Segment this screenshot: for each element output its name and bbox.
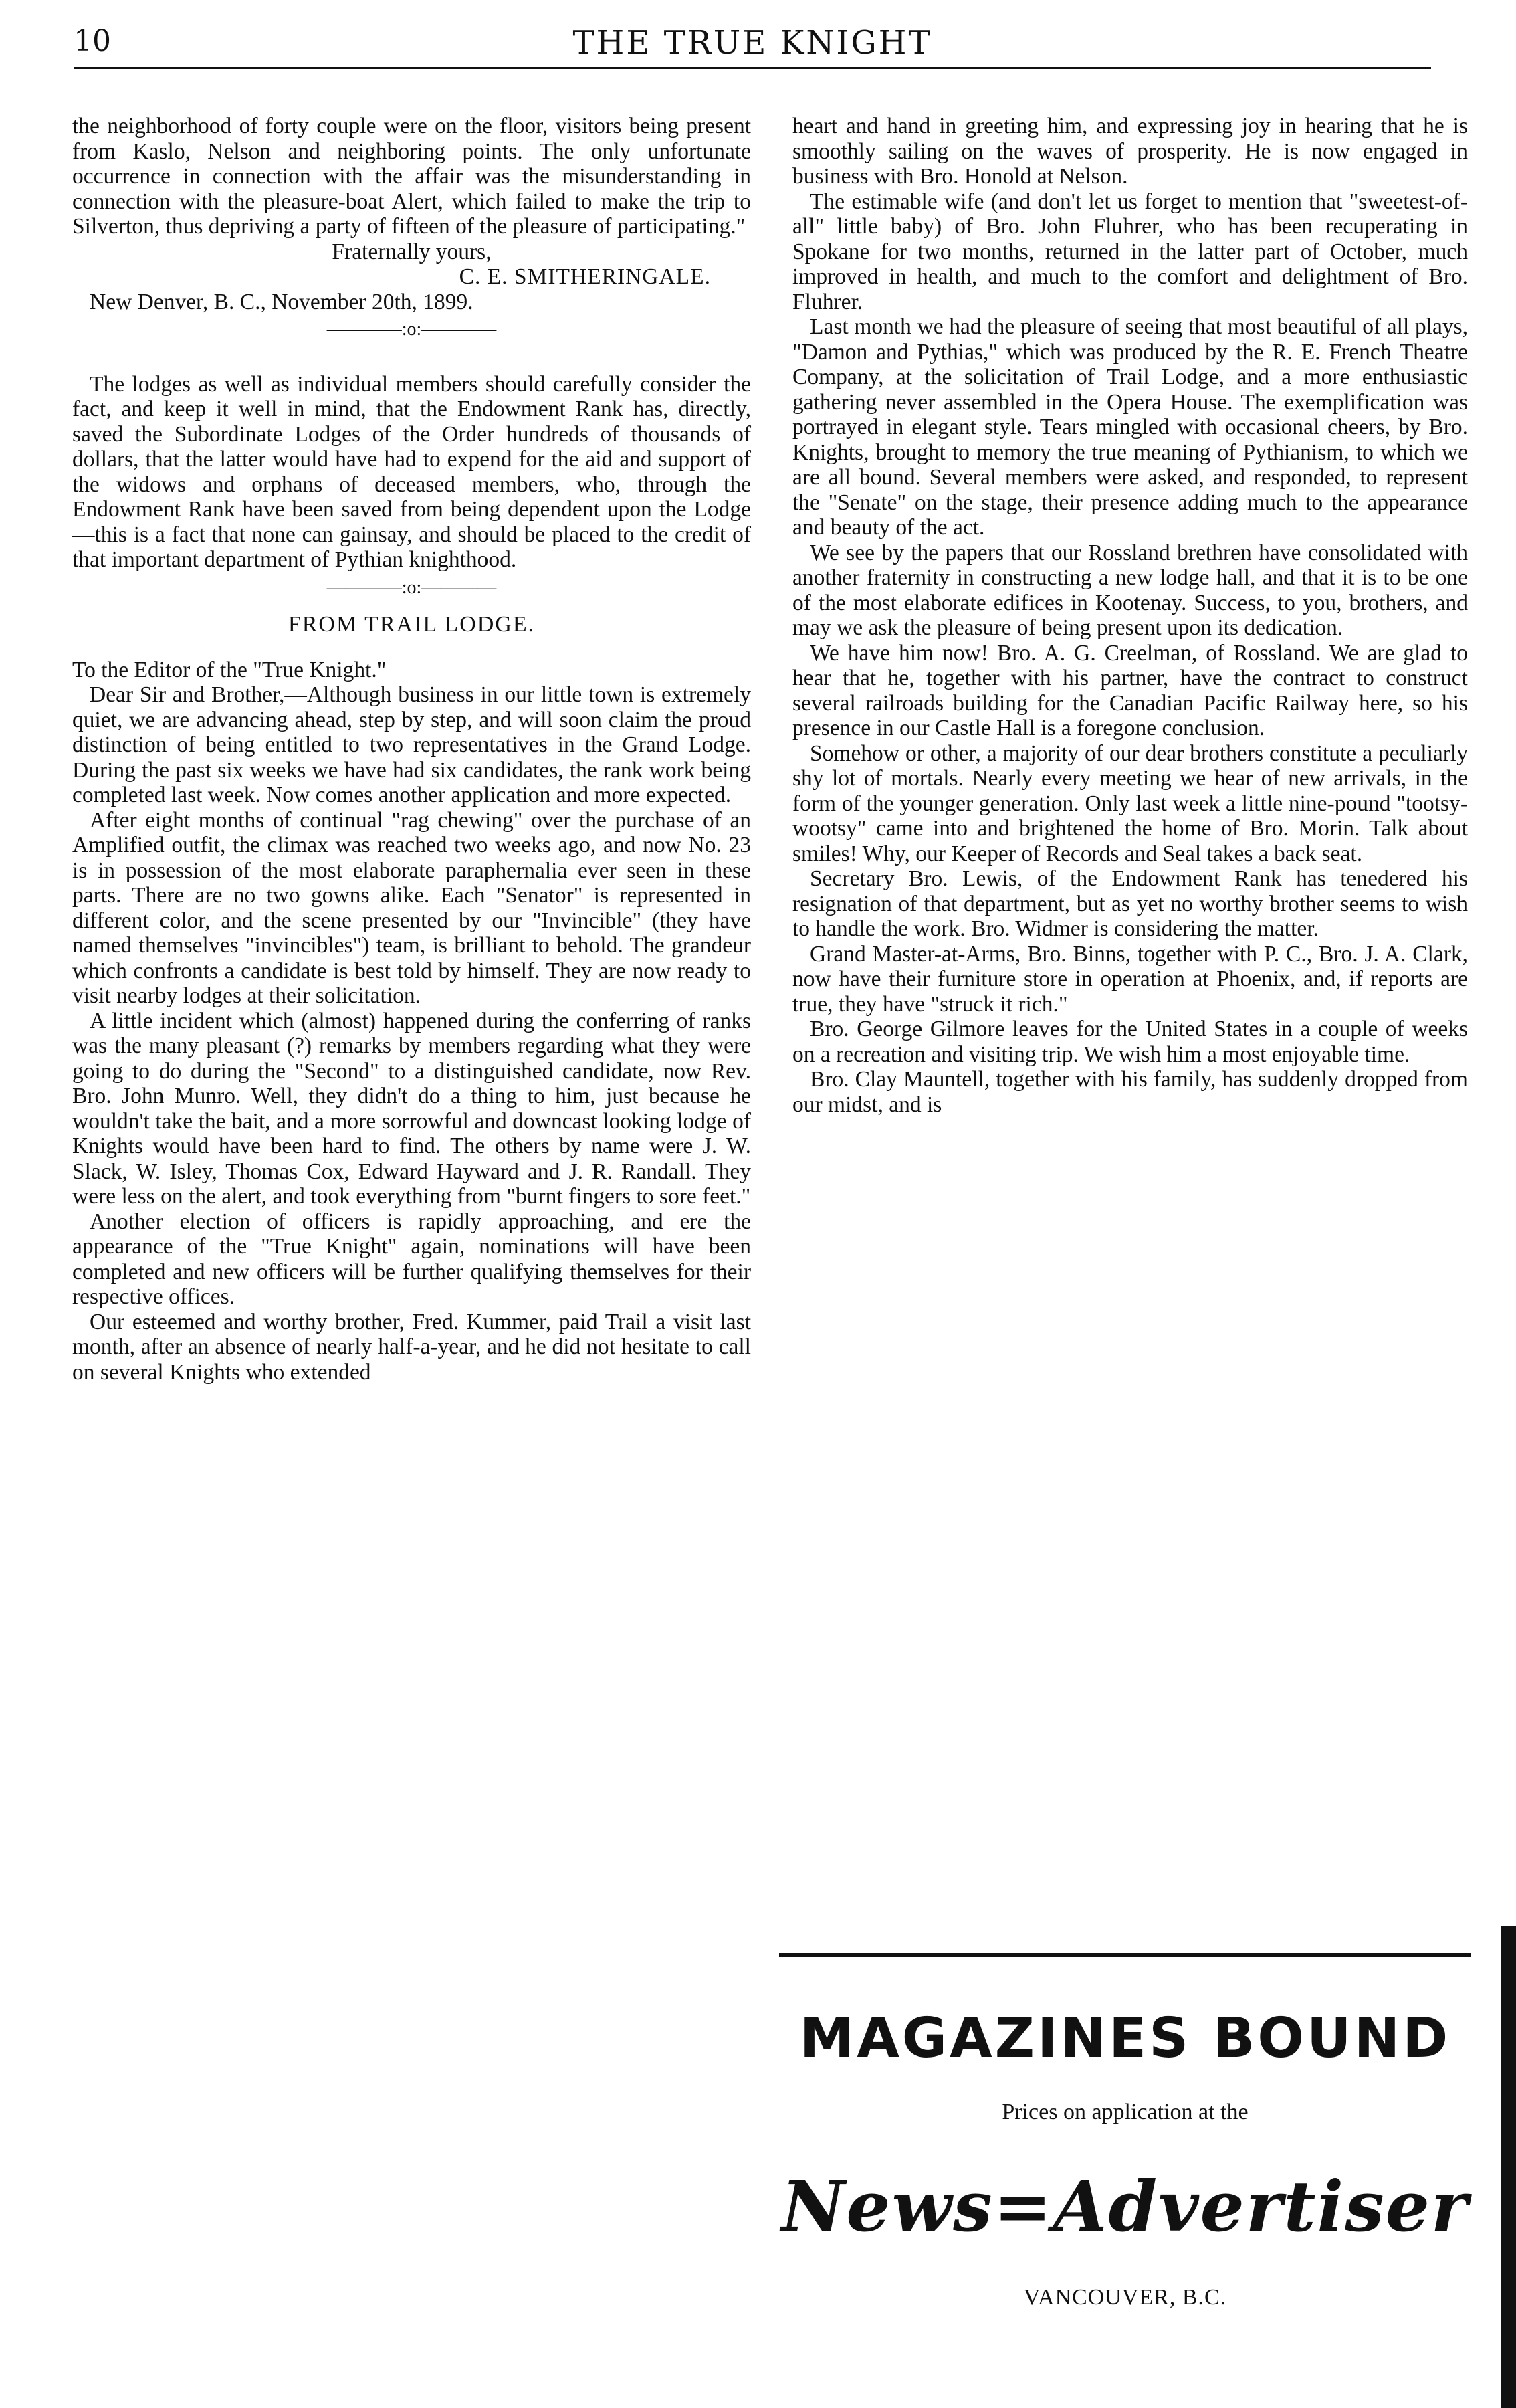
running-title: THE TRUE KNIGHT <box>572 24 932 62</box>
left-column <box>72 114 751 1385</box>
ad-brand: News=Advertiser <box>781 2165 1469 2247</box>
paragraph: The lodges as well as individual members should carefully consider the fact, and keep it well in mind, that the Endowment Rank has, directly, saved the Subordinate Lodges of the Order hundreds of thousands of dollars, that the latter would have had to expend for the aid and support of the widows and orphans of deceased members, who, through the Endowment Rank have been saved from being dependent upon the Lodge—this is a fact that none can gainsay, and should be placed to the credit of that important department of Pythian knighthood. <box>72 371 751 572</box>
paragraph: heart and hand in greeting him, and expressing joy in hearing that he is smoothly sailing on the waves of prosperity. He is now engaged in business with Bro. Honold at Nelson. <box>792 114 1468 189</box>
spacer <box>72 355 751 372</box>
section-divider: ————:o:———— <box>326 577 497 598</box>
paragraph: Bro. Clay Mauntell, together with his family, has suddenly dropped from our midst, and is <box>792 1067 1468 1117</box>
paragraph: Our esteemed and worthy brother, Fred. Kummer, paid Trail a visit last month, after an absence of nearly half-a-year, and he did not hesitate to call on several Knights who extended <box>72 1309 751 1385</box>
paragraph: Somehow or other, a majority of our dear brothers constitute a peculiarly shy lot of mortals. Nearly every meeting we hear of new arrivals, in the form of the younger generation. Only last week a little nine-pound "tootsy-wootsy" came into and brightened the home of Bro. Morin. Talk about smiles! Why, our Keeper of Records and Seal takes a back seat. <box>792 740 1468 866</box>
ad-city: VANCOUVER, B.C. <box>1023 2285 1227 2310</box>
ad-title: MAGAZINES BOUND <box>799 2007 1451 2070</box>
article-heading: FROM TRAIL LODGE. <box>288 612 536 637</box>
paragraph: Grand Master-at-Arms, Bro. Binns, together with P. C., Bro. J. A. Clark, now have their furniture store in operation at Phoenix, and, if reports are true, they have "struck it rich." <box>792 941 1468 1017</box>
paragraph: After eight months of continual "rag chewing" over the purchase of an Amplified outfit, the climax was reached two weeks ago, and now No. 23 is in possession of the most elaborate paraphernalia ever seen in these parts. There are no two gowns alike. Each "Senator" is represented in different color, and the scene presented by our "Invincible" (they have named themselves "invincibles") team, is brilliant to behold. The grandeur which confronts a candidate is best told by himself. They are now ready to visit nearby lodges at their solicitation. <box>72 807 751 1008</box>
dateline: New Denver, B. C., November 20th, 1899. <box>90 289 473 314</box>
section-divider: ————:o:———— <box>326 319 497 340</box>
paragraph: Bro. George Gilmore leaves for the United States in a couple of weeks on a recreation and visiting trip. We wish him a most enjoyable time. <box>792 1017 1468 1067</box>
salutation: To the Editor of the "True Knight." <box>72 657 387 682</box>
paragraph: Last month we had the pleasure of seeing that most beautiful of all plays, "Damon and Pythias," which was produced by the R. E. French Theatre Company, at the solicitation of Trail Lodge, and a more enthusiastic gathering never assembled in the Opera House. The exemplification was portrayed in elegant style. Tears mingled with occasional cheers, by Bro. Knights, brought to memory the true meaning of Pythianism, to which we are all bound. Several members were asked, and responded, to represent the "Senate" on the stage, their presence adding much to the appearance and beauty of the act. <box>792 314 1468 540</box>
paragraph: Dear Sir and Brother,—Although business in our little town is extremely quiet, we are advancing ahead, step by step, and will soon claim the proud distinction of being entitled to two representatives in the Grand Lodge. During the past six weeks we have had six candidates, the rank work being completed last week. Now comes another application and more expected. <box>72 682 751 807</box>
signature: C. E. SMITHERINGALE. <box>459 264 711 289</box>
paragraph: The estimable wife (and don't let us forget to mention that "sweetest-of-all" little baby) of Bro. John Fluhrer, who has been recuperating in Spokane for two months, returned in the latter part of October, much improved in health, and much to the comfort and delightment of Bro. Fluhrer. <box>792 189 1468 314</box>
ad-subtitle: Prices on application at the <box>1002 2100 1249 2124</box>
paragraph: Secretary Bro. Lewis, of the Endowment Rank has tenedered his resignation of that department, but as yet no worthy brother seems to wish to handle the work. Bro. Widmer is considering the matter. <box>792 866 1468 941</box>
letter-closing: Fraternally yours, <box>332 239 492 264</box>
paragraph: We see by the papers that our Rossland brethren have consolidated with another fraternity in constructing a new lodge hall, and that it is to be one of the most elaborate edifices in Kootenay. Success, to you, brothers, and may we ask the pleasure of being present upon its dedication. <box>792 540 1468 640</box>
paragraph: Another election of officers is rapidly approaching, and ere the appearance of the "True Knight" again, nominations will have been completed and new officers will be further qualifying themselves for their respective offices. <box>72 1209 751 1309</box>
paragraph: We have him now! Bro. A. G. Creelman, of Rossland. We are glad to hear that he, together with his partner, have the contract to construct several railroads building for the Canadian Pacific Railway here, so his presence in our Castle Hall is a foregone conclusion. <box>792 640 1468 740</box>
advertisement <box>779 1953 1471 2332</box>
paragraph: A little incident which (almost) happened during the conferring of ranks was the many pleasant (?) remarks by members regarding what they were going to do during the "Second" to a distinguished candidate, now Rev. Bro. John Munro. Well, they didn't do a thing to him, just because he wouldn't take the bait, and a more sorrowful and downcast looking lodge of Knights would have been hard to find. The others by name were J. W. Slack, W. Isley, Thomas Cox, Edward Hayward and J. R. Randall. They were less on the alert, and took everything from "burnt fingers to sore feet." <box>72 1008 751 1209</box>
right-column <box>792 114 1468 1117</box>
scan-edge <box>1501 1926 1516 2408</box>
page-header <box>74 20 1431 69</box>
paragraph: the neighborhood of forty couple were on the floor, visitors being present from Kaslo, Nelson and neighboring points. The only unfortunate occurrence in connection with the affair was the misunderstanding in connection with the pleasure-boat Alert, which failed to make the trip to Silverton, thus depriving a party of fifteen of the pleasure of participating." <box>72 114 751 239</box>
page-number: 10 <box>74 24 111 58</box>
